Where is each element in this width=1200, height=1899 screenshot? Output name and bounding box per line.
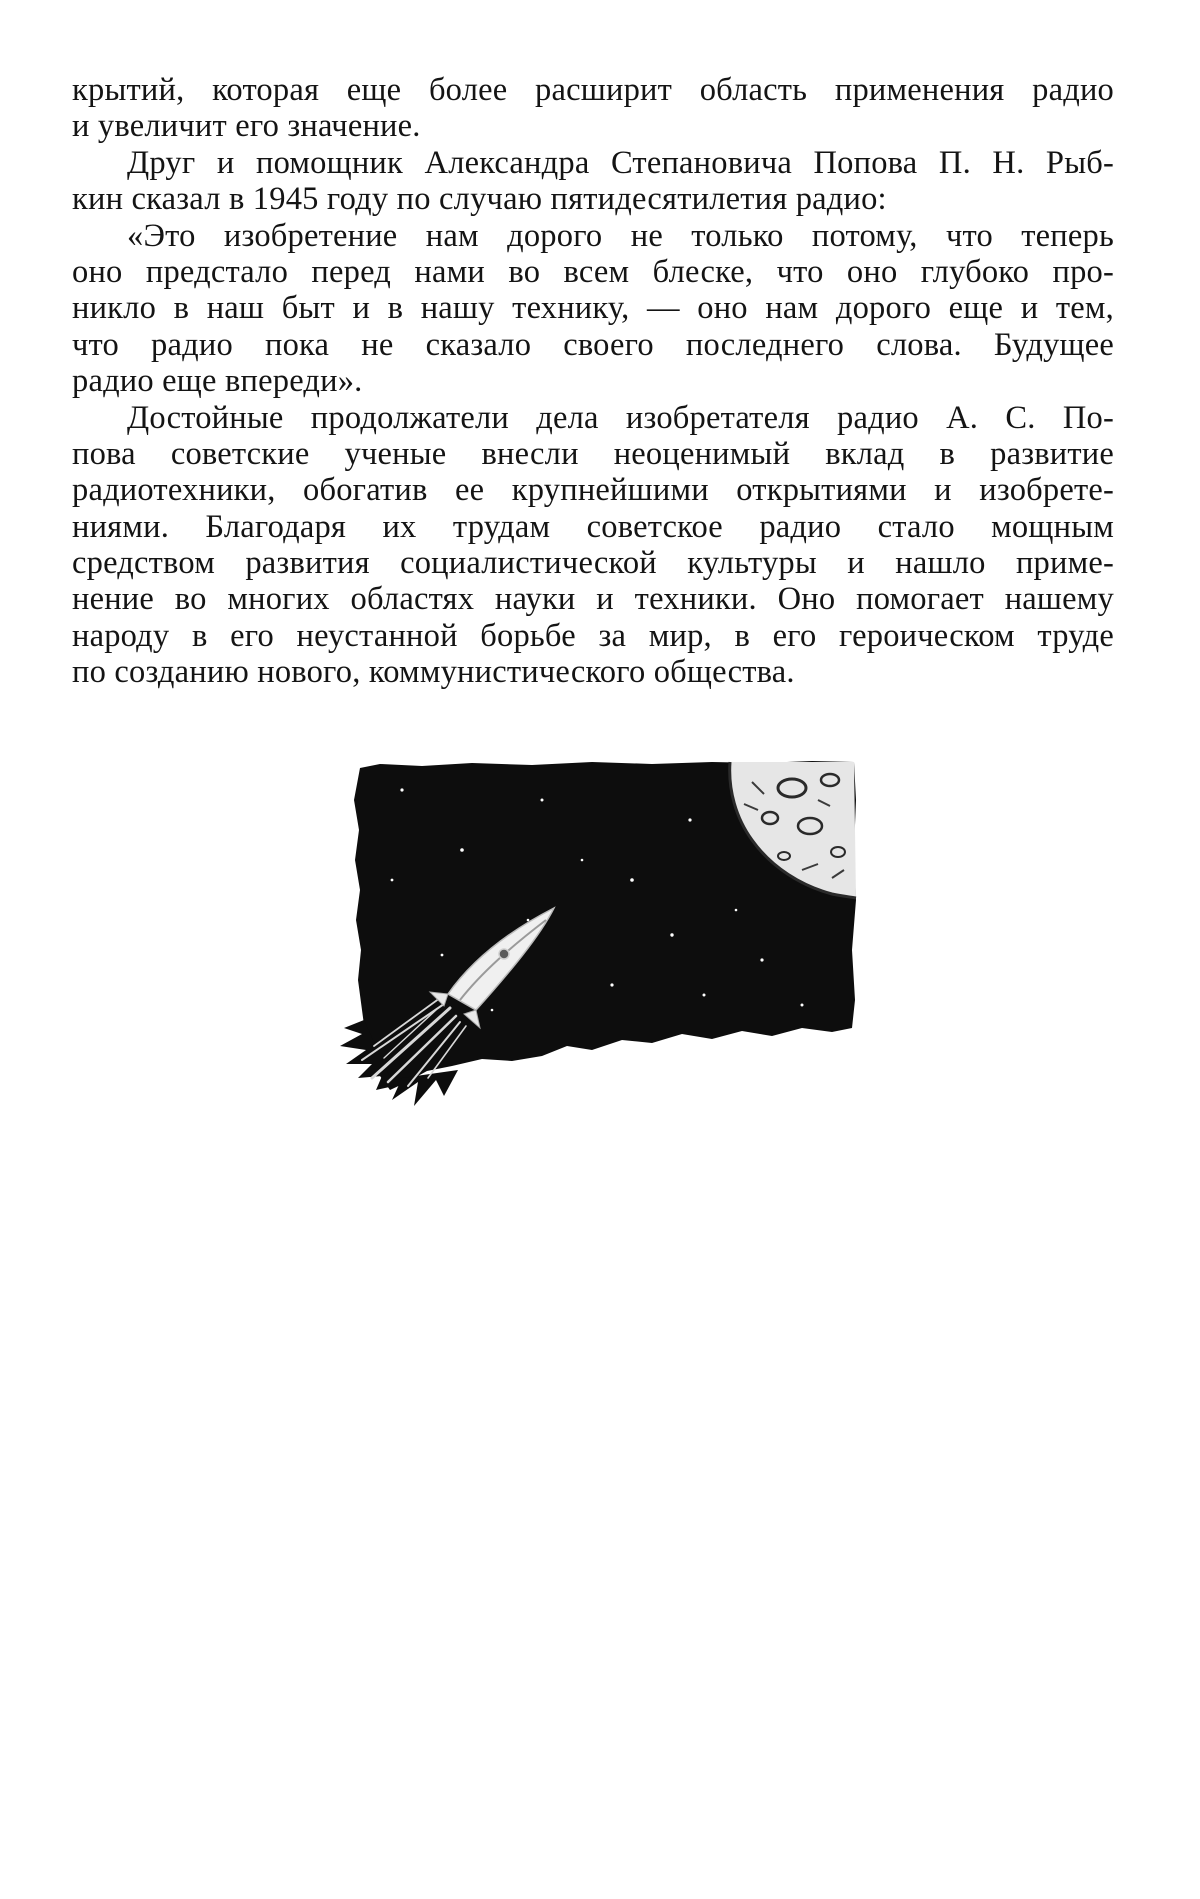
text-line: радио еще впереди». (72, 363, 363, 400)
text-line: что радио пока не сказало своего последнего слова. Будущее (72, 326, 1114, 363)
text-line: пова советские ученые внесли неоценимый вклад в развитие (72, 435, 1114, 472)
text-line: никло в наш быт и в нашу технику, — оно нам дорого еще и тем, (72, 290, 1114, 327)
text-line: Достойные продолжатели дела изобретателя радио А. С. По- (127, 399, 1114, 436)
rocket-in-space-illustration (332, 760, 860, 1110)
text-body (72, 72, 1114, 691)
quotation-paragraph (72, 218, 1114, 400)
text-line: по созданию нового, коммунистического общества. (72, 654, 795, 691)
text-line: народу в его неустанной борьбе за мир, в его героическом труде (72, 617, 1114, 654)
text-line: кин сказал в 1945 году по случаю пятидесятилетия радио: (72, 181, 887, 218)
paragraph-2 (72, 145, 1114, 218)
text-line: радиотехники, обогатив ее крупнейшими открытиями и изобрете- (72, 472, 1114, 509)
paragraph-4 (72, 400, 1114, 691)
text-line: «Это изобретение нам дорого не только потому, что теперь (127, 217, 1114, 254)
paragraph-1 (72, 72, 1114, 145)
text-line: нение во многих областях науки и техники. Оно помогает нашему (72, 581, 1114, 618)
text-line: ниями. Благодаря их трудам советское радио стало мощным (72, 508, 1114, 545)
text-line: и увеличит его значение. (72, 108, 421, 145)
text-line: оно предстало перед нами во всем блеске, что оно глубоко про- (72, 253, 1114, 290)
text-line: крытий, которая еще более расширит область применения радио (72, 72, 1114, 108)
text-line: средством развития социалистической культуры и нашло приме- (72, 545, 1114, 582)
text-line: Друг и помощник Александра Степановича Попова П. Н. Рыб- (127, 144, 1114, 181)
